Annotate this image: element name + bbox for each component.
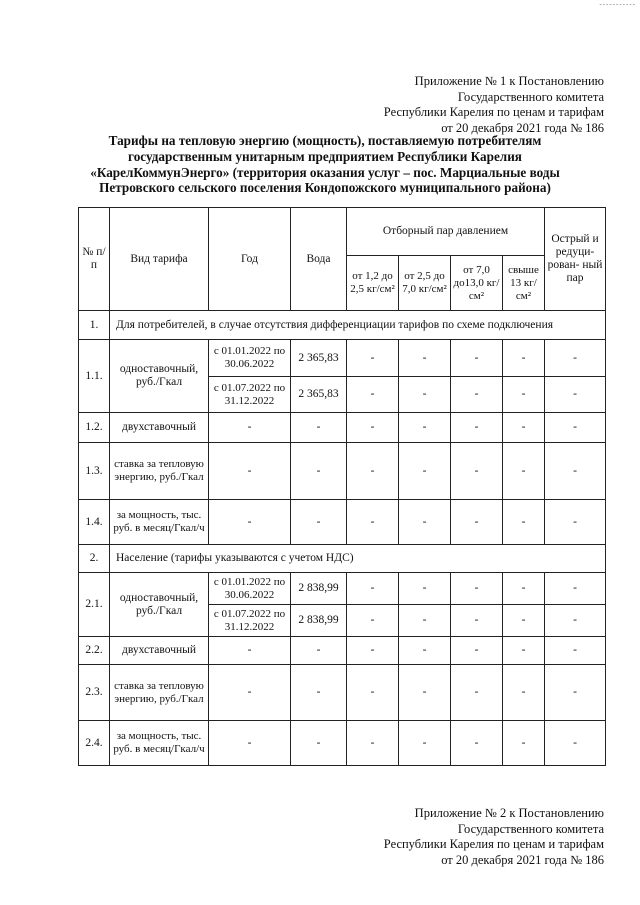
row-water: - — [291, 721, 347, 766]
row-year: - — [209, 443, 291, 500]
row-steam-2: - — [399, 340, 451, 377]
row-steam-1: - — [347, 443, 399, 500]
row-num: 1.1. — [79, 340, 110, 413]
row-year: с 01.07.2022 по 31.12.2022 — [209, 377, 291, 413]
row-num: 2.1. — [79, 573, 110, 637]
appendix-1-line-1: Приложение № 1 к Постановлению — [414, 74, 604, 88]
row-steam-4: - — [503, 721, 545, 766]
row-num: 2.4. — [79, 721, 110, 766]
row-steam-3: - — [451, 721, 503, 766]
title-line-2: государственным унитарным предприятием Республики Карелия — [128, 148, 522, 164]
table-row — [79, 340, 606, 377]
header-steam-4: свыше 13 кг/см² — [503, 256, 545, 311]
title-line-1: Тарифы на тепловую энергию (мощность), поставляемую потребителям — [108, 133, 542, 148]
row-steam-1: - — [347, 605, 399, 637]
row-steam-2: - — [399, 377, 451, 413]
appendix-1-header — [384, 74, 604, 136]
row-steam-1: - — [347, 721, 399, 766]
row-steam-4: - — [503, 413, 545, 443]
title-line-4: Петровского сельского поселения Кондопожского муниципального района) — [99, 180, 551, 196]
row-type: двухставочный — [110, 413, 209, 443]
row-year: - — [209, 721, 291, 766]
row-type: за мощность, тыс. руб. в месяц/Гкал/ч — [110, 500, 209, 545]
appendix-1-line-4: от 20 декабря 2021 года № 186 — [441, 120, 604, 135]
table-row — [79, 637, 606, 665]
row-sharp: - — [545, 443, 606, 500]
row-steam-1: - — [347, 500, 399, 545]
header-sharp-steam: Острый и редуци- рован- ный пар — [545, 208, 606, 311]
row-num: 2.3. — [79, 665, 110, 721]
appendix-2-line-1: Приложение № 2 к Постановлению — [414, 806, 604, 820]
header-year: Год — [209, 208, 291, 311]
row-num: 2.2. — [79, 637, 110, 665]
table-row — [79, 573, 606, 605]
row-type: одноставочный, руб./Гкал — [110, 573, 209, 637]
header-steam-2: от 2,5 до 7,0 кг/см² — [399, 256, 451, 311]
row-steam-4: - — [503, 665, 545, 721]
row-year: - — [209, 665, 291, 721]
header-tariff-type: Вид тарифа — [110, 208, 209, 311]
row-steam-3: - — [451, 443, 503, 500]
row-steam-2: - — [399, 721, 451, 766]
table-row — [79, 721, 606, 766]
header-steam-3: от 7,0 до13,0 кг/см² — [451, 256, 503, 311]
row-water: - — [291, 443, 347, 500]
appendix-2-line-3: Республики Карелия по ценам и тарифам — [383, 837, 604, 851]
row-type: одноставочный, руб./Гкал — [110, 340, 209, 413]
row-steam-1: - — [347, 637, 399, 665]
row-steam-2: - — [399, 637, 451, 665]
row-sharp: - — [545, 605, 606, 637]
row-water: 2 365,83 — [291, 340, 347, 377]
row-steam-3: - — [451, 665, 503, 721]
row-steam-1: - — [347, 377, 399, 413]
row-water: - — [291, 413, 347, 443]
appendix-2-line-2: Государственного комитета — [457, 821, 604, 836]
table-row — [79, 665, 606, 721]
row-type: ставка за тепловую энергию, руб./Гкал — [110, 665, 209, 721]
header-steam-1: от 1,2 до 2,5 кг/см² — [347, 256, 399, 311]
table-row — [79, 413, 606, 443]
appendix-1-line-3: Республики Карелия по ценам и тарифам — [383, 105, 604, 119]
row-sharp: - — [545, 340, 606, 377]
row-num: 1.3. — [79, 443, 110, 500]
row-steam-1: - — [347, 573, 399, 605]
row-steam-2: - — [399, 500, 451, 545]
row-num: 1.4. — [79, 500, 110, 545]
row-steam-3: - — [451, 637, 503, 665]
row-steam-1: - — [347, 413, 399, 443]
document-title — [70, 133, 580, 196]
row-year: - — [209, 413, 291, 443]
appendix-2-line-4: от 20 декабря 2021 года № 186 — [441, 852, 604, 867]
row-water: - — [291, 665, 347, 721]
row-num: 1.2. — [79, 413, 110, 443]
row-sharp: - — [545, 500, 606, 545]
row-type: ставка за тепловую энергию, руб./Гкал — [110, 443, 209, 500]
row-water: 2 838,99 — [291, 605, 347, 637]
row-steam-4: - — [503, 500, 545, 545]
row-steam-4: - — [503, 377, 545, 413]
row-steam-4: - — [503, 340, 545, 377]
section-row — [79, 545, 606, 573]
row-type: за мощность, тыс. руб. в месяц/Гкал/ч — [110, 721, 209, 766]
row-steam-2: - — [399, 605, 451, 637]
row-water: - — [291, 637, 347, 665]
row-steam-3: - — [451, 573, 503, 605]
row-type: двухставочный — [110, 637, 209, 665]
row-steam-2: - — [399, 443, 451, 500]
row-steam-1: - — [347, 340, 399, 377]
row-steam-4: - — [503, 605, 545, 637]
section-title: Для потребителей, в случае отсутствия дифференциации тарифов по схеме подключения — [110, 311, 606, 340]
row-year: с 01.01.2022 по 30.06.2022 — [209, 340, 291, 377]
row-water: 2 365,83 — [291, 377, 347, 413]
row-steam-1: - — [347, 665, 399, 721]
row-water: 2 838,99 — [291, 573, 347, 605]
section-row — [79, 311, 606, 340]
table-row — [79, 500, 606, 545]
appendix-2-header — [384, 806, 604, 868]
row-sharp: - — [545, 637, 606, 665]
scan-mark: ----------- — [599, 0, 636, 8]
row-year: с 01.07.2022 по 31.12.2022 — [209, 605, 291, 637]
row-year: - — [209, 637, 291, 665]
table-row — [79, 443, 606, 500]
row-steam-2: - — [399, 665, 451, 721]
tariff-table — [78, 207, 606, 766]
row-sharp: - — [545, 573, 606, 605]
section-num: 2. — [79, 545, 110, 573]
row-steam-3: - — [451, 500, 503, 545]
row-steam-3: - — [451, 340, 503, 377]
row-sharp: - — [545, 413, 606, 443]
row-steam-4: - — [503, 637, 545, 665]
row-steam-3: - — [451, 605, 503, 637]
row-year: - — [209, 500, 291, 545]
title-line-3: «КарелКоммунЭнерго» (территория оказания услуг – пос. Марциальные воды — [90, 164, 560, 180]
section-title: Население (тарифы указываются с учетом НДС) — [110, 545, 606, 573]
row-steam-2: - — [399, 573, 451, 605]
row-steam-3: - — [451, 377, 503, 413]
header-steam-group: Отборный пар давлением — [347, 208, 545, 256]
row-steam-2: - — [399, 413, 451, 443]
header-water: Вода — [291, 208, 347, 311]
row-steam-3: - — [451, 413, 503, 443]
header-num: № п/п — [79, 208, 110, 311]
row-sharp: - — [545, 721, 606, 766]
row-steam-4: - — [503, 443, 545, 500]
row-water: - — [291, 500, 347, 545]
row-sharp: - — [545, 377, 606, 413]
section-num: 1. — [79, 311, 110, 340]
row-sharp: - — [545, 665, 606, 721]
row-year: с 01.01.2022 по 30.06.2022 — [209, 573, 291, 605]
row-steam-4: - — [503, 573, 545, 605]
appendix-1-line-2: Государственного комитета — [457, 89, 604, 104]
